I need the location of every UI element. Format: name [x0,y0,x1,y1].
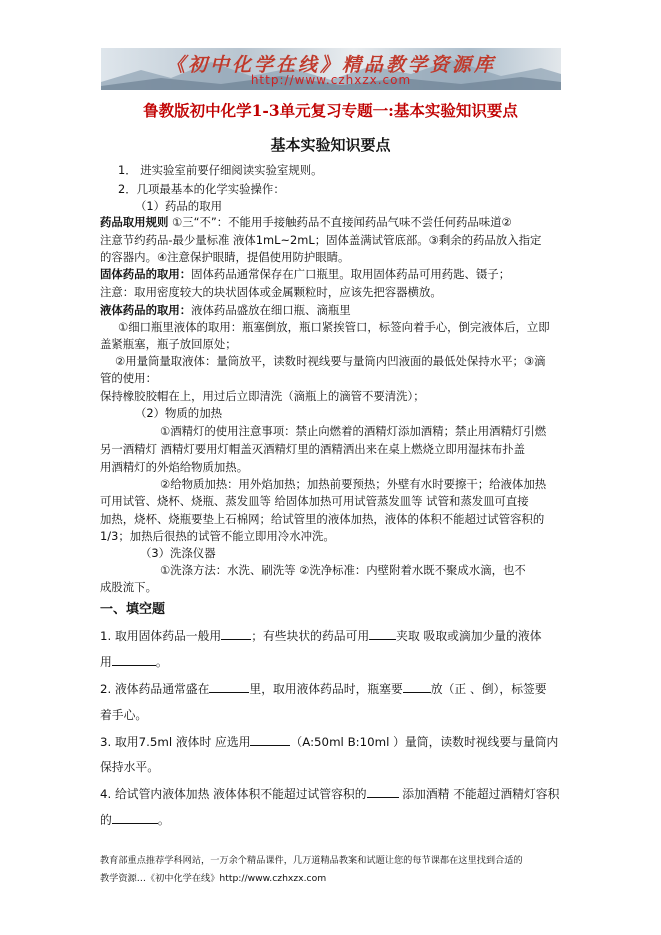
body-line: 可用试管、烧杯、烧瓶、蒸发皿等 给固体加热可用试管蒸发皿等 试管和蒸发皿可直接 [100,494,529,508]
body-line: 的容器内。④注意保护眼睛，提倡使用防护眼睛。 [100,250,350,264]
body-line: 2．几项最基本的化学实验操作： [118,182,285,196]
question-text: ；有些块状的药品可用 [251,629,370,643]
body-line: 成股流下。 [100,580,157,594]
rule-label: 液体药品的取用： [100,303,192,317]
question-text: 放（正 、倒），标签要 [430,682,547,696]
body-line: 管的使用： [100,371,157,385]
question-2 [100,680,547,697]
banner-url[interactable]: http://www.czhxzx.com [250,73,412,87]
question-4 [100,785,559,802]
fill-in-section-heading: 一、填空题 [100,602,166,617]
answer-blank[interactable] [112,811,158,824]
footer-line: 教育部重点推荐学科网站，一万余个精品课件，几万道精品教案和试题让您的每节课都在这里找到合适的 [100,855,523,866]
question-2-cont: 着手心。 [100,708,148,722]
answer-blank[interactable] [209,680,249,693]
body-line: ②给物质加热：用外焰加热；加热前要预热；外壁有水时要擦干；给液体加热 [160,477,547,491]
answer-blank[interactable] [112,653,156,666]
answer-blank[interactable] [367,785,399,798]
question-text: 添加酒精 不能超过酒精灯容积 [398,787,560,801]
question-text: 1. 取用固体药品一般用 [100,629,222,643]
body-line: ①酒精灯的使用注意事项：禁止向燃着的酒精灯添加酒精；禁止用酒精灯引燃 [160,424,547,438]
answer-blank[interactable] [403,680,431,693]
question-text: 夹取 吸取或滴加少量的液体 [396,629,542,643]
question-text: 3. 取用7.5ml 液体时 应选用 [100,735,251,749]
rule-label: 固体药品的取用： [100,267,192,281]
header-banner [101,48,561,90]
body-line: 盖紧瓶塞，瓶子放回原处； [100,337,237,351]
section-title: 基本实验知识要点 [270,136,391,154]
banner-title: 《初中化学在线》精品教学资源库 [165,54,496,76]
rule-text: 固体药品通常保存在广口瓶里。取用固体药品可用药匙、镊子； [191,267,511,281]
answer-blank[interactable] [250,733,290,746]
question-text: 里，取用液体药品时，瓶塞要 [249,682,403,696]
body-line: 加热，烧杯、烧瓶要垫上石棉网；给试管里的液体加热，液体的体积不能超过试管容积的 [100,512,545,526]
body-line [100,267,510,282]
question-4-cont [100,811,170,828]
body-line: 用酒精灯的外焰给物质加热。 [100,460,249,474]
body-line: 1． 进实验室前要仔细阅读实验室规则。 [118,163,323,177]
rule-label: 药品取用规则 [100,215,169,229]
question-3 [100,733,558,750]
question-text: 的 [100,813,112,827]
footer-line[interactable]: 教学资源…《初中化学在线》http://www.czhxzx.com [100,873,327,884]
body-line: （1）药品的取用 [135,199,222,213]
question-text: （A:50ml B:10ml ）量筒，读数时视线要与量筒内 [290,735,559,749]
answer-blank[interactable] [369,627,396,640]
rule-text: 液体药品盛放在细口瓶、滴瓶里 [191,303,351,317]
body-line: 注意节约药品-最少量标准 液体1mL~2mL；固体盖满试管底部。③剩余的药品放入指定 [100,233,542,247]
question-1-cont [100,653,168,670]
body-line: （3）洗涤仪器 [140,546,216,560]
answer-blank[interactable] [221,627,251,640]
body-line: ①洗涤方法：水洗、刷洗等 ②洗净标准：内壁附着水既不聚成水滴，也不 [160,563,526,577]
body-line: ①细口瓶里液体的取用：瓶塞倒放，瓶口紧挨管口，标签向着手心，倒完液体后，立即 [118,320,550,334]
document-title: 鲁教版初中化学1-3单元复习专题一:基本实验知识要点 [143,101,518,120]
question-1 [100,627,542,644]
body-line: （2）物质的加热 [135,406,222,420]
rule-text: ①三“不”：不能用手接触药品不直接闻药品气味不尝任何药品味道② [168,215,512,229]
body-line: 保持橡胶胶帽在上，用过后立即清洗（滴瓶上的滴管不要清洗）； [100,389,425,403]
question-text: 。 [155,655,168,669]
body-line [100,215,512,230]
body-line [100,303,351,318]
body-line: 另一酒精灯 酒精灯要用灯帽盖灭酒精灯里的酒精洒出来在桌上燃烧立即用湿抹布扑盖 [100,442,526,456]
question-3-cont: 保持水平。 [100,760,159,774]
body-line: ②用量筒量取液体：量筒放平，读数时视线要与量筒内凹液面的最低处保持水平；③滴 [115,354,546,368]
question-text: 用 [100,655,112,669]
body-line: 注意：取用密度较大的块状固体或金属颗粒时，应该先把容器横放。 [100,285,442,299]
body-line: 1/3；加热后很热的试管不能立即用冷水冲洗。 [100,529,335,543]
question-text: 4. 给试管内液体加热 液体体积不能超过试管容积的 [100,787,367,801]
question-text: 2. 液体药品通常盛在 [100,682,210,696]
question-text: 。 [157,813,170,827]
